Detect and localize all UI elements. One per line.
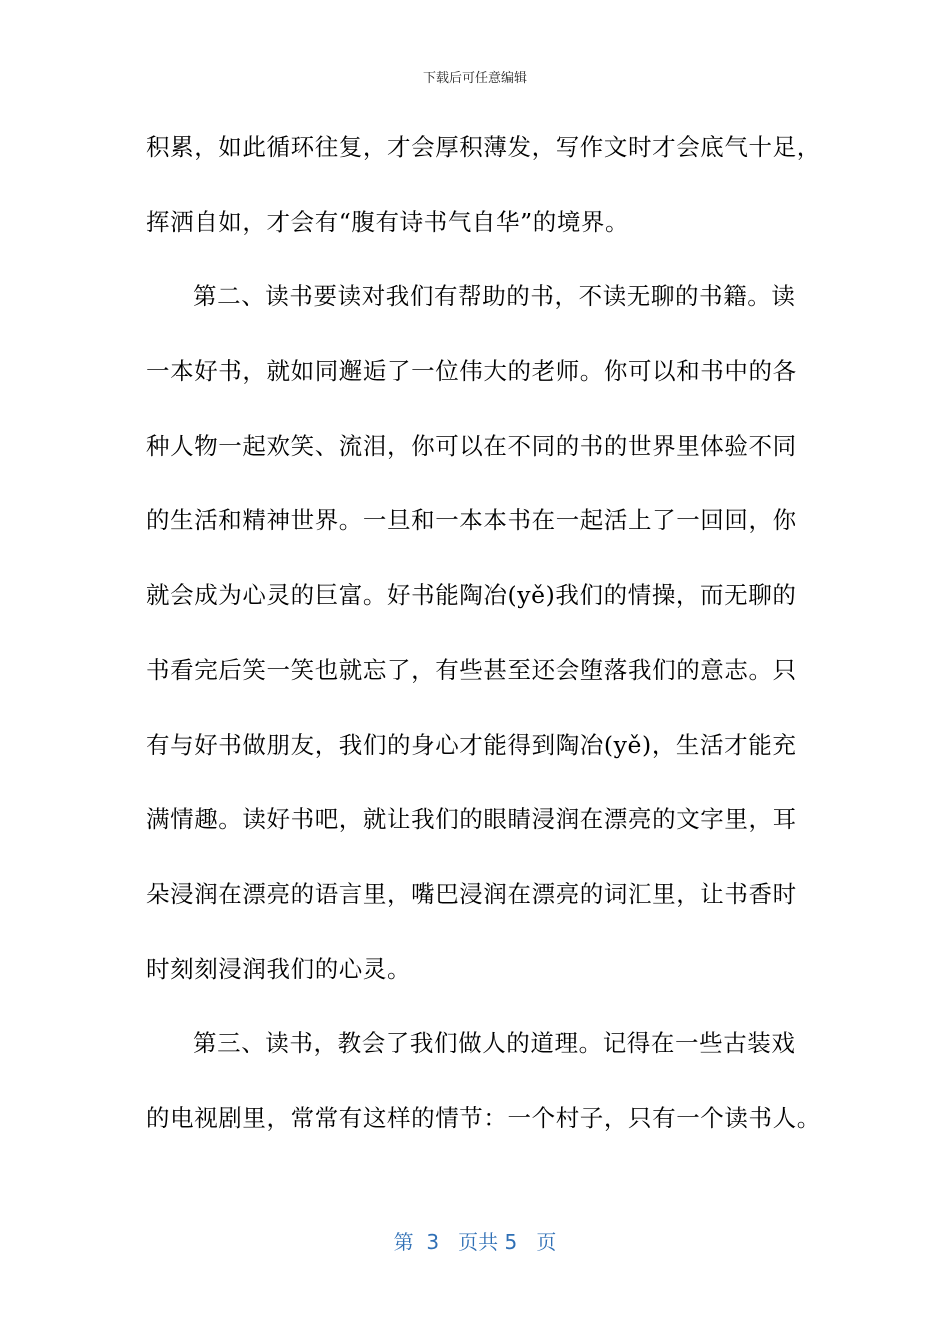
- text-line-7: 就会成为心灵的巨富。好书能陶冶(yě)我们的情操，而无聊的: [146, 581, 797, 610]
- text-line-8: 书看完后笑一笑也就忘了，有些甚至还会堕落我们的意志。只: [146, 655, 797, 684]
- text-line-3: 第二、读书要读对我们有帮助的书，不读无聊的书籍。读: [193, 282, 796, 311]
- text-line-1: 积累，如此循环往复，才会厚积薄发，写作文时才会底气十足，: [146, 133, 821, 161]
- text-line-5: 种人物一起欢笑、流泪，你可以在不同的书的世界里体验不同: [146, 431, 797, 460]
- text-line-2: 挥洒自如，才会有“腹有诗书气自华”的境界。: [146, 207, 630, 236]
- text-line-9: 有与好书做朋友，我们的身心才能得到陶冶(yě)，生活才能充: [146, 730, 797, 759]
- text-line-14: 的电视剧里，常常有这样的情节：一个村子，只有一个读书人。: [146, 1103, 821, 1132]
- text-line-4: 一本好书，就如同邂逅了一位伟大的老师。你可以和书中的各: [146, 357, 797, 386]
- page-number-footer: 第 3 页共 5 页: [393, 1230, 557, 1254]
- header-note: 下载后可任意编辑: [422, 71, 527, 86]
- text-line-6: 的生活和精神世界。一旦和一本本书在一起活上了一回回，你: [146, 506, 797, 535]
- document-body: [146, 127, 821, 1173]
- text-line-10: 满情趣。读好书吧，就让我们的眼睛浸润在漂亮的文字里，耳: [146, 805, 797, 834]
- text-line-13: 第三、读书，教会了我们做人的道理。记得在一些古装戏: [193, 1029, 796, 1058]
- text-line-11: 朵浸润在漂亮的语言里，嘴巴浸润在漂亮的词汇里，让书香时: [146, 879, 797, 908]
- text-line-12: 时刻刻浸润我们的心灵。: [146, 954, 412, 983]
